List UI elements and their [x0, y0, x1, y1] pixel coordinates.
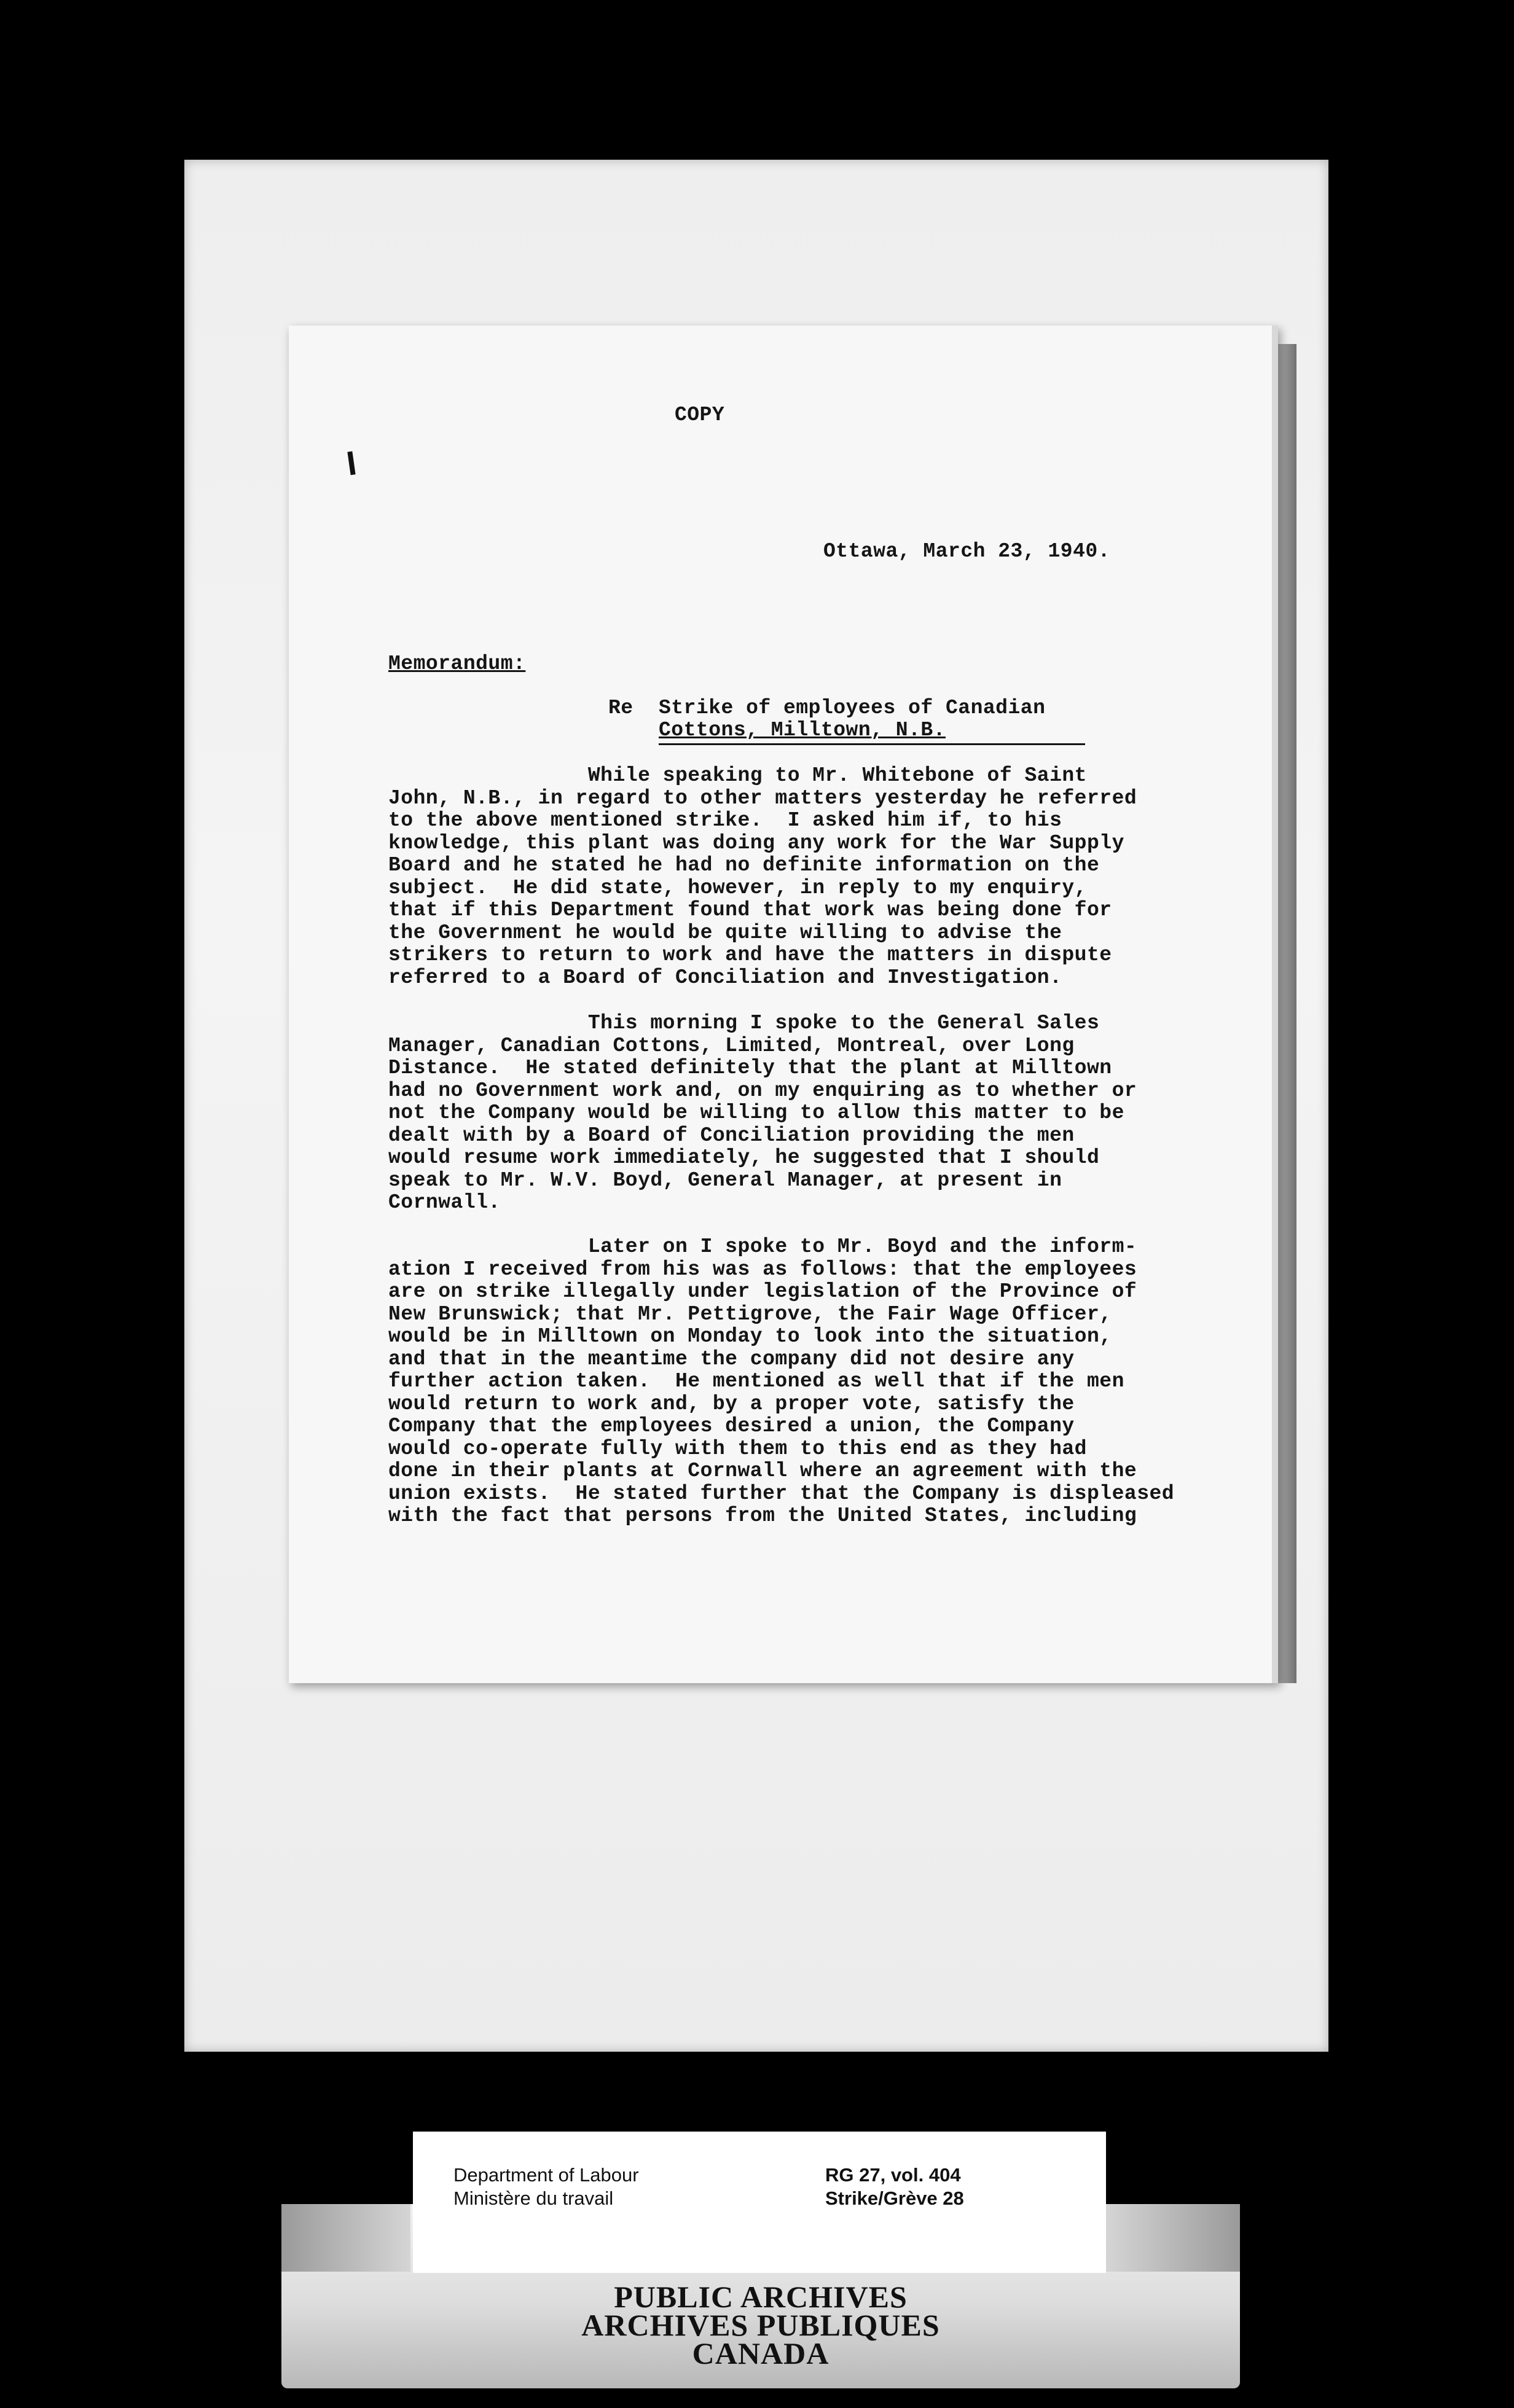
stamp-left-notch [281, 2204, 410, 2272]
subject-underline [659, 743, 1085, 745]
memo-label: Memorandum: [388, 652, 526, 675]
memo-paragraph-1: While speaking to Mr. Whitebone of Saint John, N.B., in regard to other matters yesterday he referred to the above mentioned strike. I asked him if, to his knowledge, this plant was doing any work for the War Supply Board and he stated he had no definite information on the subject. He did state, however, in reply to my enquiry, that if this Department found that work was being done for the Government he would be quite willing to advise the strikers to return to work and have the matters in dispute referred to a Board of Conciliation and Investigation. [388, 764, 1137, 989]
department-english: Department of Labour [453, 2164, 639, 2186]
re-subject-line-2: Cottons, Milltown, N.B. [659, 719, 946, 741]
re-subject-line-1: Strike of employees of Canadian [659, 697, 1046, 719]
stamp-archives-publiques: ARCHIVES PUBLIQUES [581, 2308, 940, 2342]
strike-file-reference: Strike/Grève 28 [825, 2187, 964, 2209]
stamp-public-archives: PUBLIC ARCHIVES [614, 2280, 908, 2314]
re-label: Re [608, 697, 633, 719]
memo-paragraph-3: Later on I spoke to Mr. Boyd and the inform- ation I received from his was as follows: that the employees are on strike illegally under legislation of the Province of New Brunswick; that Mr. Pettigrove, the Fair Wage Officer, would be in Milltown on Monday to look into the situation, and that in the meantime the company did not desire any further action taken. He mentioned as well that if the men would return to work and, by a proper vote, satisfy the Company that the employees desired a union, the Company would co-operate fully with them to this end as they had done in their plants at Cornwall where an agreement with the union exists. He stated further that the Company is displeased with the fact that persons from the United States, including [388, 1235, 1175, 1527]
record-group-reference: RG 27, vol. 404 [825, 2164, 961, 2186]
stamp-right-notch [1106, 2204, 1240, 2272]
memo-paragraph-2: This morning I spoke to the General Sales Manager, Canadian Cottons, Limited, Montreal, over Long Distance. He stated definitely that the plant at Milltown had no Government work and, on my enquiring as to whether or not the Company would be willing to allow this matter to be dealt with by a Board of Conciliation providing the men would resume work immediately, he suggested that I should speak to Mr. W.V. Boyd, General Manager, at present in Cornwall. [388, 1012, 1137, 1214]
copy-heading: COPY [675, 404, 725, 426]
stamp-canada: CANADA [692, 2336, 830, 2371]
memo-date: Ottawa, March 23, 1940. [823, 540, 1110, 563]
department-french: Ministère du travail [453, 2187, 614, 2209]
